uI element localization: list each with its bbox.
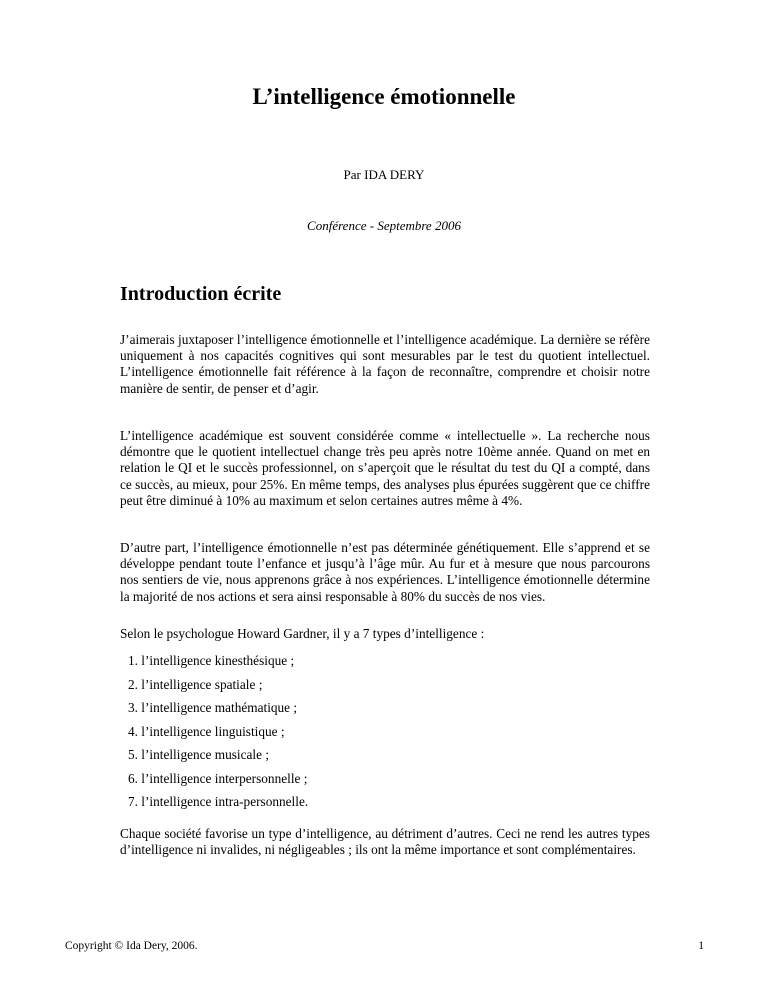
paragraph-3-block (120, 540, 650, 605)
event-subtitle: Conférence - Septembre 2006 (307, 218, 461, 233)
list-item: 3. l’intelligence mathématique ; (128, 700, 298, 716)
author-line: Par IDA DERY (343, 167, 425, 182)
list-item: 1. l’intelligence kinesthésique ; (128, 653, 295, 669)
list-intro: Selon le psychologue Howard Gardner, il y a 7 types d’intelligence : (120, 626, 485, 641)
list-item: 2. l’intelligence spatiale ; (128, 676, 263, 692)
intelligence-types-list (120, 653, 650, 818)
paragraph: J’aimerais juxtaposer l’intelligence émotionnelle et l’intelligence académique. La dernière se réfère uniquement à nos capacités cognitives qui sont mesurables par le test du quotient intellectuel. L’intelligence émotionnelle fait référence à la façon de reconnaître, comprendre et choisir notre manière de sentir, de penser et d’agir. (120, 332, 650, 396)
footer-copyright: Copyright © Ida Dery, 2006. (65, 940, 198, 952)
paragraph-1-block (120, 332, 650, 397)
paragraph-2-block (120, 428, 650, 509)
closing-paragraph-block (120, 826, 650, 858)
list-item: 6. l’intelligence interpersonnelle ; (128, 770, 308, 786)
page-number: 1 (698, 940, 704, 952)
paragraph: L’intelligence académique est souvent considérée comme « intellectuelle ». La recherche nous démontre que le quotient intellectuel change très peu après notre 10ème année. Quand on met en relation le QI et le succès professionnel, on s’aperçoit que le résultat du test du QI a compté, dans ce succès, au mieux, pour 25%. En même temps, des analyses plus épurées suggèrent que ce chiffre peut être diminué à 10% au maximum et selon certaines autres même à 4%. (120, 428, 650, 508)
list-item: 4. l’intelligence linguistique ; (128, 723, 285, 739)
document-title: L’intelligence émotionnelle (252, 84, 516, 109)
list-item: 7. l’intelligence intra-personnelle. (128, 794, 309, 810)
intelligence-types-section (120, 626, 650, 818)
paragraph: D’autre part, l’intelligence émotionnelle n’est pas déterminée génétiquement. Elle s’apprend et se développe pendant toute l’enfance et jusqu’à l’âge mûr. Au fur et à mesure que nous parcourons nos sentiers de vie, nous apprenons grâce à nos expériences. L’intelligence émotionnelle détermine la majorité de nos actions et sera ainsi responsable à 80% du succès de nos vies. (120, 540, 650, 604)
list-item: 5. l’intelligence musicale ; (128, 747, 270, 763)
section-heading: Introduction écrite (120, 283, 282, 305)
closing-paragraph: Chaque société favorise un type d’intelligence, au détriment d’autres. Ceci ne rend les autres types d’intelligence ni invalides, ni négligeables ; ils ont la même importance et sont complémentaires. (120, 826, 650, 858)
